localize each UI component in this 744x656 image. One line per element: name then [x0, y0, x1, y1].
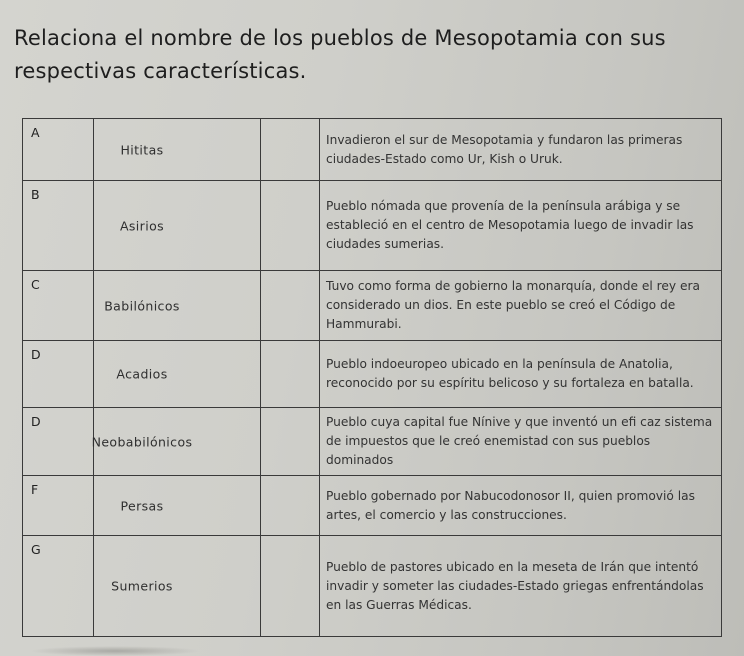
- row-letter: G: [31, 542, 41, 557]
- table-row: [23, 181, 722, 271]
- people-cell: [94, 271, 261, 341]
- people-cell: [94, 181, 261, 271]
- description-cell: Tuvo como forma de gobierno la monarquía, donde el rey era considerado un dios. En este pueblo se creó el Código de Hammurabi.: [320, 271, 722, 341]
- row-letter: D: [31, 347, 41, 362]
- description-cell: Pueblo nómada que provenía de la península arábiga y se estableció en el centro de Mesopotamia luego de invadir las ciudades sumerias.: [320, 181, 722, 271]
- table-row: [23, 119, 722, 181]
- row-letter: A: [31, 125, 40, 140]
- description-cell: Pueblo cuya capital fue Nínive y que inventó un efi caz sistema de impuestos que le creó enemistad con sus pueblos dominados: [320, 408, 722, 476]
- table-row: [23, 271, 722, 341]
- description-cell: Invadieron el sur de Mesopotamia y fundaron las primeras ciudades-Estado como Ur, Kish o Uruk.: [320, 119, 722, 181]
- description-cell: Pueblo indoeuropeo ubicado en la península de Anatolia, reconocido por su espíritu belicoso y su fortaleza en batalla.: [320, 341, 722, 408]
- row-letter: F: [31, 482, 39, 497]
- people-cell: [94, 536, 261, 637]
- row-letter: C: [31, 277, 40, 292]
- people-name: Sumerios: [111, 578, 173, 594]
- people-cell: [91, 408, 261, 476]
- table-row: [23, 341, 722, 408]
- people-name: Hititas: [120, 142, 164, 157]
- people-cell: [94, 476, 261, 536]
- page-shadow: [30, 646, 200, 656]
- people-name: Acadios: [116, 366, 168, 382]
- description-cell: Pueblo de pastores ubicado en la meseta de Irán que intentó invadir y someter las ciudades-Estado griegas enfrentándolas en las Guerras Médicas.: [320, 536, 722, 637]
- answer-blank[interactable]: [261, 476, 320, 536]
- table-row: [23, 476, 722, 536]
- table-row: [23, 536, 722, 637]
- people-name: Persas: [120, 498, 164, 513]
- answer-blank[interactable]: [261, 408, 320, 476]
- description-cell: Pueblo gobernado por Nabucodonosor II, quien promovió las artes, el comercio y las construcciones.: [320, 476, 722, 536]
- row-letter: B: [31, 187, 40, 202]
- answer-blank[interactable]: [261, 119, 320, 181]
- people-cell: [94, 119, 261, 181]
- answer-blank[interactable]: [261, 341, 320, 408]
- matching-table: [22, 118, 722, 637]
- answer-blank[interactable]: [261, 181, 320, 271]
- people-name: Asirios: [119, 218, 165, 233]
- answer-blank[interactable]: [261, 271, 320, 341]
- answer-blank[interactable]: [261, 536, 320, 637]
- people-cell: [94, 341, 261, 408]
- table-row: [23, 408, 722, 476]
- row-letter: D: [31, 414, 41, 429]
- exercise-instruction: Relaciona el nombre de los pueblos de Mesopotamia con sus respectivas características.: [14, 26, 666, 83]
- people-name: Babilónicos: [104, 298, 180, 313]
- people-name: Neobabilónicos: [91, 434, 193, 449]
